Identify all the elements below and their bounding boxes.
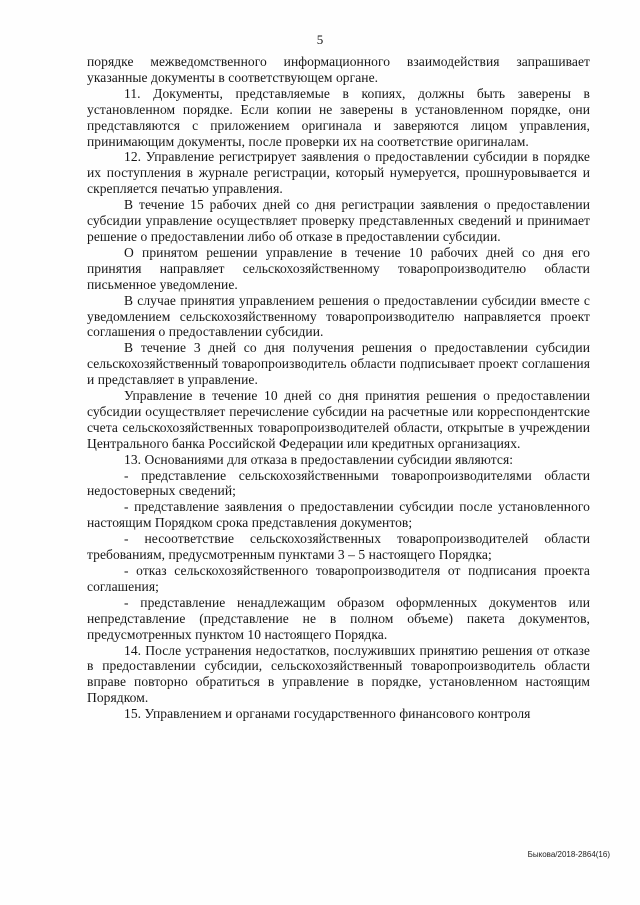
document-footer-code: Быкова/2018-2864(16) [527, 850, 610, 859]
paragraph-agreement-signing: В течение 3 дней со дня получения решения о предоставлении субсидии сельскохозяйственный товаропроизводитель области подписывает проект соглашения и представляет в управление. [87, 340, 590, 388]
page-number: 5 [316, 32, 324, 47]
refusal-ground-4: - отказ сельскохозяйственного товаропроизводителя от подписания проекта соглашения; [87, 563, 590, 594]
document-body [87, 54, 590, 722]
paragraph-agreement-draft: В случае принятия управлением решения о предоставлении субсидии вместе с уведомлением сельскохозяйственному товаропроизводителю направляется проект соглашения о предоставлении субсидии. [87, 292, 590, 340]
paragraph-item-15: 15. Управлением и органами государственного финансового контроля [124, 706, 531, 722]
paragraph-continuation: порядке межведомственного информационного взаимодействия запрашивает указанные документы в соответствующем органе. [87, 54, 590, 85]
paragraph-decision-notice: О принятом решении управление в течение 10 рабочих дней со дня его принятия направляет сельскохозяйственному товаропроизводителю области письменное уведомление. [87, 244, 590, 292]
refusal-ground-5: - представление ненадлежащим образом оформленных документов или непредставление (представление не в полном объеме) пакета документов, предусмотренных пунктом 10 настоящего Порядка. [87, 594, 590, 642]
refusal-ground-3: - несоответствие сельскохозяйственных товаропроизводителей области требованиям, предусмотренным пунктами 3 – 5 настоящего Порядка; [87, 531, 590, 563]
paragraph-item-13: 13. Основаниями для отказа в предоставлении субсидии являются: [124, 451, 514, 467]
paragraph-review-period: В течение 15 рабочих дней со дня регистрации заявления о предоставлении субсидии управление осуществляет проверку представленных сведений и принимает решение о предоставлении либо об отказе в предоставлении субсидии. [87, 197, 590, 244]
paragraph-item-12: 12. Управление регистрирует заявления о предоставлении субсидии в порядке их поступления в журнале регистрации, который нумеруется, прошнуровывается и скрепляется печатью управления. [87, 149, 590, 197]
paragraph-subsidy-transfer: Управление в течение 10 дней со дня принятия решения о предоставлении субсидии осуществляет перечисление субсидии на расчетные или корреспондентские счета сельскохозяйственных товаропроизводителей области, открытые в учреждении Центрального банка Российской Федерации или кредитных организациях. [87, 388, 590, 451]
paragraph-item-11: 11. Документы, представляемые в копиях, должны быть заверены в установленном порядке. Если копии не заверены в установленном порядке, они представляются с приложением оригинала и заверяются лицом управления, принимающим документы, после проверки их на соответствие оригиналам. [87, 85, 590, 149]
paragraph-item-14: 14. После устранения недостатков, послуживших принятию решения от отказе в предоставлении субсидии, сельскохозяйственный товаропроизводитель области вправе повторно обратиться в управление в порядке, установленном настоящим Порядком. [87, 642, 590, 706]
refusal-ground-1: - представление сельскохозяйственными товаропроизводителями области недостоверных сведений; [87, 467, 590, 499]
refusal-ground-2: - представление заявления о предоставлении субсидии после установленного настоящим Порядком срока представления документов; [87, 499, 590, 531]
